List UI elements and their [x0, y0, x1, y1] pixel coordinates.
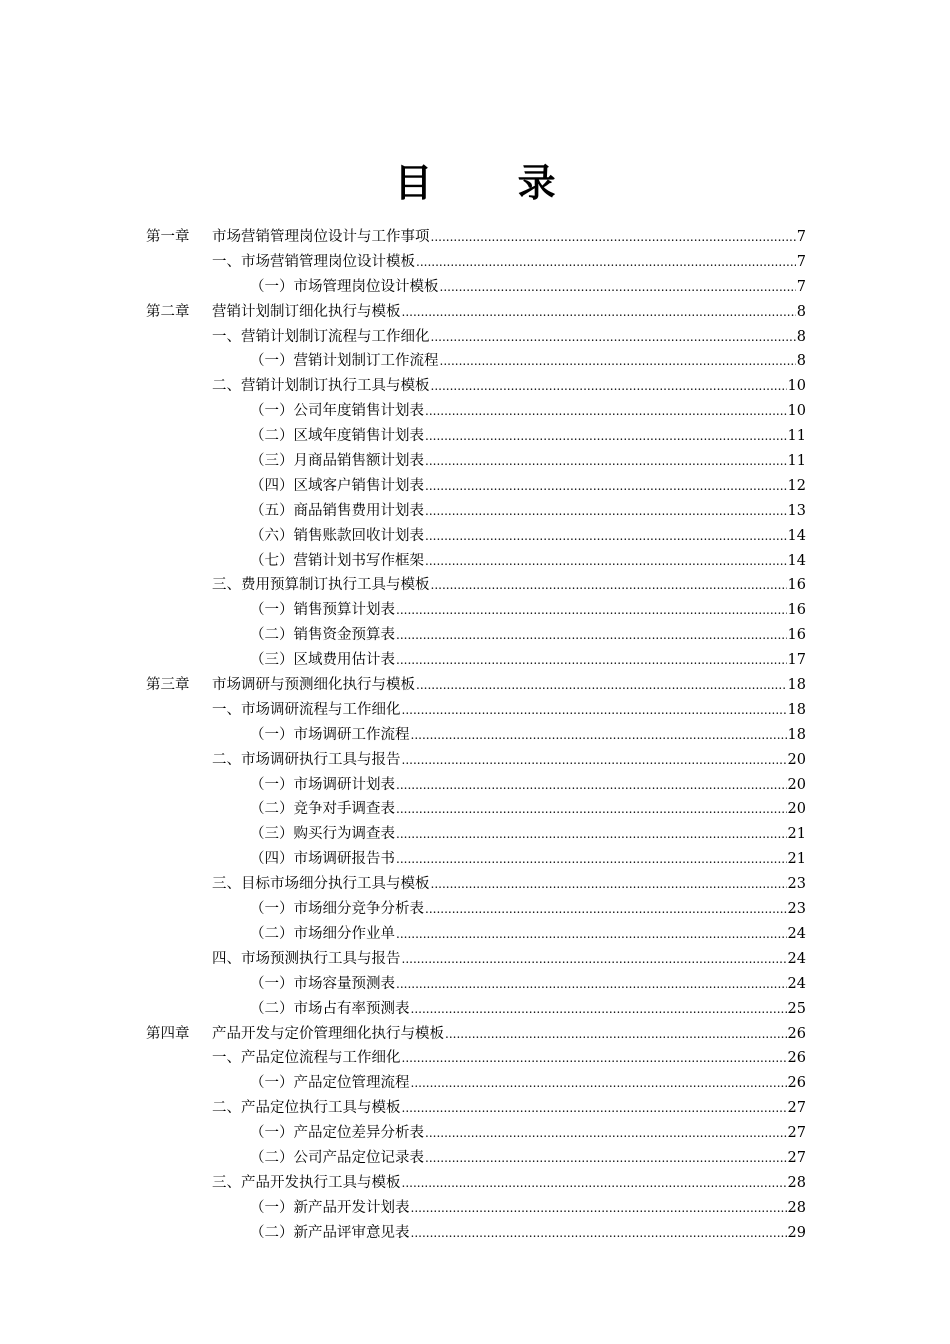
toc-entry-text: [146, 972, 395, 997]
page-number: 8: [796, 328, 806, 345]
toc-entry-label: （一）公司年度销售计划表: [250, 403, 424, 420]
page-number: 27: [787, 1100, 806, 1117]
toc-entry[interactable]: [146, 300, 806, 325]
toc-entry-text: [146, 1221, 410, 1246]
page-number: 7: [796, 253, 806, 270]
toc-entry-text: [146, 922, 395, 947]
dot-leader: [411, 997, 787, 1022]
page-number: 21: [787, 826, 806, 843]
toc-entry-label: （一）新产品开发计划表: [250, 1199, 410, 1216]
toc-entry[interactable]: [146, 797, 806, 822]
toc-entry[interactable]: [146, 275, 806, 300]
page-number: 16: [787, 627, 806, 644]
dot-leader: [425, 424, 787, 449]
toc-entry-text: [146, 374, 430, 399]
toc-entry-text: [146, 300, 401, 325]
page-number: 24: [787, 975, 806, 992]
dot-leader: [425, 399, 787, 424]
dot-leader: [440, 349, 796, 374]
toc-entry-label: 营销计划制订细化执行与模板: [212, 303, 401, 320]
dot-leader: [411, 1221, 787, 1246]
dot-leader: [402, 748, 787, 773]
toc-entry-text: [146, 773, 395, 798]
toc-entry[interactable]: [146, 847, 806, 872]
toc-entry[interactable]: [146, 648, 806, 673]
toc-entry[interactable]: [146, 872, 806, 897]
toc-entry-text: [146, 524, 424, 549]
toc-entry-label: （二）销售资金预算表: [250, 627, 395, 644]
toc-entry-text: [146, 872, 430, 897]
page-number: 25: [787, 1000, 806, 1017]
dot-leader: [425, 1146, 787, 1171]
toc-entry-text: [146, 1171, 401, 1196]
toc-entry-text: [146, 1071, 410, 1096]
page-number: 26: [787, 1075, 806, 1092]
dot-leader: [431, 325, 796, 350]
page-number: 7: [796, 229, 806, 245]
toc-entry[interactable]: [146, 673, 806, 698]
toc-entry-text: [146, 673, 415, 698]
toc-entry-label: （二）新产品评审意见表: [250, 1224, 410, 1241]
page-number: 16: [787, 577, 806, 594]
toc-entry-label: 产品开发与定价管理细化执行与模板: [212, 1025, 444, 1042]
dot-leader: [411, 1196, 787, 1221]
dot-leader: [402, 698, 787, 723]
toc-entry[interactable]: [146, 573, 806, 598]
page-number: 8: [796, 353, 806, 370]
toc-entry-text: [146, 648, 395, 673]
dot-leader: [431, 225, 796, 250]
page-number: 26: [787, 1050, 806, 1067]
dot-leader: [425, 474, 787, 499]
toc-entry-label: 三、费用预算制订执行工具与模板: [212, 577, 430, 594]
page-number: 21: [787, 851, 806, 868]
toc-entry-label: 三、目标市场细分执行工具与模板: [212, 876, 430, 893]
page-number: 11: [787, 428, 806, 445]
page-number: 11: [787, 453, 806, 470]
toc-entry[interactable]: [146, 424, 806, 449]
toc-entry-text: [146, 723, 410, 748]
dot-leader: [396, 648, 787, 673]
page-title: 目 录: [394, 161, 592, 205]
dot-leader: [425, 1121, 787, 1146]
toc-entry-text: [146, 424, 424, 449]
toc-entry[interactable]: [146, 972, 806, 997]
page-number: 24: [787, 925, 806, 942]
page-number: 24: [787, 950, 806, 967]
toc-entry-label: （七）营销计划书写作框架: [250, 552, 424, 569]
toc-entry[interactable]: [146, 1221, 806, 1246]
dot-leader: [425, 449, 787, 474]
page-number: 20: [787, 776, 806, 793]
chapter-number: 第一章: [146, 229, 190, 245]
toc-entry-label: （一）市场细分竞争分析表: [250, 901, 424, 918]
dot-leader: [396, 797, 787, 822]
toc-entry-text: [146, 349, 439, 374]
toc-entry-label: （二）竞争对手调查表: [250, 801, 395, 818]
page-number: 10: [787, 378, 806, 395]
toc-entry-label: （二）公司产品定位记录表: [250, 1149, 424, 1166]
toc-entry-text: [146, 499, 424, 524]
toc-entry[interactable]: [146, 524, 806, 549]
page-number: 8: [796, 303, 806, 320]
page-number: 26: [787, 1025, 806, 1042]
page-number: 13: [787, 502, 806, 519]
toc-entry-text: [146, 573, 430, 598]
page-number: 27: [787, 1149, 806, 1166]
toc-entry-text: [146, 474, 424, 499]
toc-entry-label: 一、市场营销管理岗位设计模板: [212, 253, 415, 270]
toc-entry[interactable]: [146, 1146, 806, 1171]
dot-leader: [402, 1171, 787, 1196]
toc-entry-label: （一）市场调研计划表: [250, 776, 395, 793]
toc-entry[interactable]: [146, 1096, 806, 1121]
toc-entry-text: [146, 1196, 410, 1221]
toc-entry-label: 一、营销计划制订流程与工作细化: [212, 328, 430, 345]
toc-entry[interactable]: [146, 997, 806, 1022]
page-number: 27: [787, 1125, 806, 1142]
toc-entry-label: 一、产品定位流程与工作细化: [212, 1050, 401, 1067]
dot-leader: [402, 300, 796, 325]
dot-leader: [396, 822, 787, 847]
toc-entry[interactable]: [146, 549, 806, 574]
dot-leader: [425, 897, 787, 922]
chapter-number: 第二章: [146, 303, 190, 320]
toc-entry-text: [146, 549, 424, 574]
toc-entry[interactable]: [146, 225, 806, 250]
dot-leader: [396, 922, 787, 947]
toc-entry-label: （四）区域客户销售计划表: [250, 477, 424, 494]
toc-entry[interactable]: [146, 374, 806, 399]
toc-entry[interactable]: [146, 773, 806, 798]
page-number: 23: [787, 901, 806, 918]
toc-entry[interactable]: [146, 947, 806, 972]
toc-entry-label: （一）市场管理岗位设计模板: [250, 278, 439, 295]
dot-leader: [425, 499, 787, 524]
dot-leader: [440, 275, 796, 300]
dot-leader: [396, 847, 787, 872]
toc-entry-text: [146, 449, 424, 474]
page-number: 23: [787, 876, 806, 893]
page-number: 28: [787, 1199, 806, 1216]
toc-entry[interactable]: [146, 598, 806, 623]
toc-entry[interactable]: [146, 922, 806, 947]
dot-leader: [445, 1022, 787, 1047]
toc-entry-text: [146, 598, 395, 623]
page-number: 16: [787, 602, 806, 619]
dot-leader: [411, 1071, 787, 1096]
toc-entry-label: 二、市场调研执行工具与报告: [212, 751, 401, 768]
dot-leader: [431, 374, 787, 399]
dot-leader: [402, 947, 787, 972]
toc-entry-text: [146, 623, 395, 648]
toc-entry-text: [146, 225, 430, 250]
toc-entry[interactable]: [146, 1022, 806, 1047]
page-number: 17: [787, 652, 806, 669]
toc-entry[interactable]: [146, 349, 806, 374]
toc-entry[interactable]: [146, 897, 806, 922]
toc-entry[interactable]: [146, 1071, 806, 1096]
toc-entry-label: 市场营销管理岗位设计与工作事项: [212, 229, 430, 245]
page-number: 20: [787, 801, 806, 818]
toc-entry-text: [146, 947, 401, 972]
toc-entry[interactable]: [146, 1196, 806, 1221]
page-number: 7: [796, 278, 806, 295]
toc-entry-text: [146, 1022, 444, 1047]
toc-entry-label: （三）月商品销售额计划表: [250, 453, 424, 470]
toc-entry-text: [146, 797, 395, 822]
toc-entry-label: 一、市场调研流程与工作细化: [212, 701, 401, 718]
toc-entry-label: （二）市场细分作业单: [250, 925, 395, 942]
dot-leader: [431, 872, 787, 897]
page-number: 20: [787, 751, 806, 768]
toc-entry[interactable]: [146, 748, 806, 773]
dot-leader: [396, 623, 787, 648]
dot-leader: [396, 773, 787, 798]
dot-leader: [402, 1046, 787, 1071]
toc-entry-label: 市场调研与预测细化执行与模板: [212, 677, 415, 694]
toc-entry-label: （一）市场调研工作流程: [250, 726, 410, 743]
toc-entry-text: [146, 1121, 424, 1146]
toc-entry[interactable]: [146, 623, 806, 648]
toc-entry-text: [146, 250, 415, 275]
chapter-number: 第三章: [146, 677, 190, 694]
page-number: 10: [787, 403, 806, 420]
chapter-number: 第四章: [146, 1025, 190, 1042]
toc-entry-label: （二）市场占有率预测表: [250, 1000, 410, 1017]
toc-entry-text: [146, 325, 430, 350]
toc-entry-text: [146, 698, 401, 723]
page-number: 18: [787, 726, 806, 743]
toc-entry-text: [146, 748, 401, 773]
page-number: 28: [787, 1174, 806, 1191]
toc-entry-label: （一）销售预算计划表: [250, 602, 395, 619]
page-number: 29: [787, 1224, 806, 1241]
toc-entry-text: [146, 1046, 401, 1071]
toc-entry-label: 二、营销计划制订执行工具与模板: [212, 378, 430, 395]
toc-entry-label: （一）营销计划制订工作流程: [250, 353, 439, 370]
toc-entry-text: [146, 847, 395, 872]
toc-entry-text: [146, 275, 439, 300]
toc-entry-label: （四）市场调研报告书: [250, 851, 395, 868]
toc-entry-label: 三、产品开发执行工具与模板: [212, 1174, 401, 1191]
dot-leader: [402, 1096, 787, 1121]
page-number: 14: [787, 527, 806, 544]
table-of-contents: [146, 225, 806, 1246]
toc-entry-text: [146, 399, 424, 424]
toc-entry[interactable]: [146, 1121, 806, 1146]
toc-entry-label: （五）商品销售费用计划表: [250, 502, 424, 519]
toc-entry[interactable]: [146, 499, 806, 524]
dot-leader: [416, 673, 787, 698]
toc-entry-label: （一）产品定位管理流程: [250, 1075, 410, 1092]
toc-entry[interactable]: [146, 1171, 806, 1196]
toc-entry[interactable]: [146, 474, 806, 499]
toc-entry-text: [146, 1146, 424, 1171]
page-number: 14: [787, 552, 806, 569]
toc-entry-text: [146, 822, 395, 847]
dot-leader: [431, 573, 787, 598]
dot-leader: [425, 524, 787, 549]
page-number: 12: [787, 477, 806, 494]
toc-entry-label: （一）市场容量预测表: [250, 975, 395, 992]
toc-entry[interactable]: [146, 449, 806, 474]
toc-entry[interactable]: [146, 250, 806, 275]
dot-leader: [411, 723, 787, 748]
dot-leader: [396, 598, 787, 623]
toc-entry-label: （一）产品定位差异分析表: [250, 1125, 424, 1142]
toc-entry-label: （二）区域年度销售计划表: [250, 428, 424, 445]
dot-leader: [425, 549, 787, 574]
page-number: 18: [787, 701, 806, 718]
toc-entry-text: [146, 1096, 401, 1121]
toc-entry-text: [146, 897, 424, 922]
toc-entry[interactable]: [146, 325, 806, 350]
toc-entry[interactable]: [146, 723, 806, 748]
toc-entry-label: 四、市场预测执行工具与报告: [212, 950, 401, 967]
toc-entry-label: （三）购买行为调查表: [250, 826, 395, 843]
toc-entry[interactable]: [146, 698, 806, 723]
toc-entry[interactable]: [146, 822, 806, 847]
toc-entry-label: 二、产品定位执行工具与模板: [212, 1100, 401, 1117]
dot-leader: [416, 250, 796, 275]
dot-leader: [396, 972, 787, 997]
toc-entry-label: （六）销售账款回收计划表: [250, 527, 424, 544]
toc-entry-label: （三）区域费用估计表: [250, 652, 395, 669]
toc-entry[interactable]: [146, 399, 806, 424]
page-number: 18: [787, 677, 806, 694]
toc-entry[interactable]: [146, 1046, 806, 1071]
toc-entry-text: [146, 997, 410, 1022]
